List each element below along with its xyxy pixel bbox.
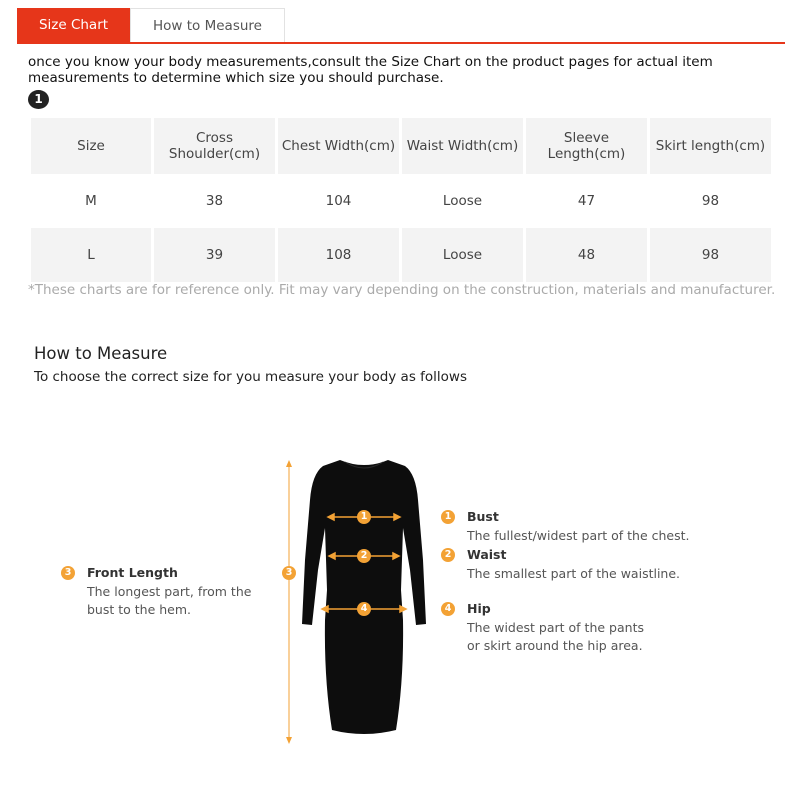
header-sleeve-length: Sleeve Length(cm) <box>526 118 647 174</box>
table-cell: Loose <box>402 174 523 228</box>
front-length-marker-icon: 3 <box>282 566 296 580</box>
legend-title: Front Length <box>87 565 178 580</box>
legend-desc: The fullest/widest part of the chest. <box>467 528 690 543</box>
table-cell: L <box>31 228 151 282</box>
how-to-measure-title: How to Measure <box>34 344 168 363</box>
table-row <box>31 228 771 282</box>
header-skirt-length: Skirt length(cm) <box>650 118 771 174</box>
table-cell: 98 <box>650 228 771 282</box>
header-size: Size <box>31 118 151 174</box>
header-chest-width: Chest Width(cm) <box>278 118 399 174</box>
dress-silhouette-icon <box>302 460 426 734</box>
table-cell: 48 <box>526 228 647 282</box>
table-cell: 98 <box>650 174 771 228</box>
legend-title: Waist <box>467 547 507 562</box>
number-4-icon: 4 <box>441 602 455 616</box>
header-waist-width: Waist Width(cm) <box>402 118 523 174</box>
hip-marker-icon: 4 <box>357 602 371 616</box>
legend-title: Bust <box>467 509 499 524</box>
table-row <box>31 174 771 228</box>
waist-marker-icon: 2 <box>357 549 371 563</box>
disclaimer-note: *These charts are for reference only. Fit may vary depending on the construction, materials and manufacturer. <box>28 282 776 298</box>
number-2-icon: 2 <box>441 548 455 562</box>
table-cell: 108 <box>278 228 399 282</box>
step-badge: 1 <box>28 90 49 109</box>
table-cell: 104 <box>278 174 399 228</box>
tab-how-to-measure[interactable]: How to Measure <box>130 8 285 42</box>
number-1-icon: 1 <box>441 510 455 524</box>
tab-size-chart[interactable]: Size Chart <box>17 8 130 42</box>
arrow-up-icon <box>286 460 292 467</box>
measurement-figure <box>0 450 800 750</box>
legend-desc: The smallest part of the waistline. <box>467 566 681 581</box>
arrow-down-icon <box>286 737 292 744</box>
number-3-icon: 3 <box>61 566 75 580</box>
legend-desc: The longest part, from the bust to the hem. <box>87 584 252 617</box>
table-cell: M <box>31 174 151 228</box>
table-cell: Loose <box>402 228 523 282</box>
legend-desc: The widest part of the pants or skirt around the hip area. <box>467 620 644 653</box>
table-cell: 38 <box>154 174 275 228</box>
size-table <box>28 118 774 282</box>
table-cell: 47 <box>526 174 647 228</box>
legend-title: Hip <box>467 601 491 616</box>
intro-text: once you know your body measurements,consult the Size Chart on the product pages for actual item measurements to determine which size you should purchase. <box>28 54 713 86</box>
how-to-measure-subtitle: To choose the correct size for you measure your body as follows <box>34 369 467 385</box>
table-cell: 39 <box>154 228 275 282</box>
table-header-row <box>31 118 771 174</box>
bust-marker-icon: 1 <box>357 510 371 524</box>
header-cross-shoulder: Cross Shoulder(cm) <box>154 118 275 174</box>
tab-bar <box>17 8 785 44</box>
